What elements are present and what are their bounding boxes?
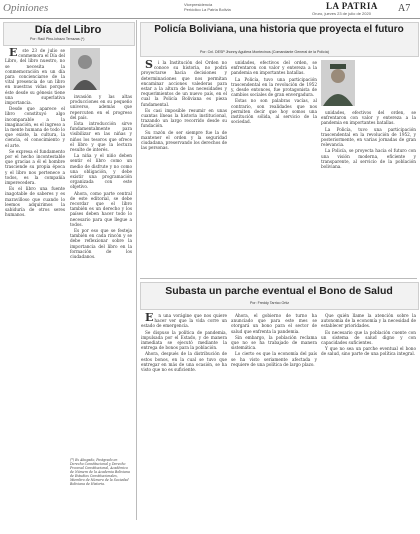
- author-photo-left: [70, 48, 100, 90]
- bottom-article-byline: Por: Freddy Tarrico Ortiz: [250, 301, 290, 305]
- left-article-col1: Este 23 de julio se conmemora el Día del Libro, del libro nuestro, no se necesita la conmemoración en un día para concienciarse de la vital presencia de un libro en nuestras vidas porque éste desde su génesis tiene una superlativa importancia. Desde que aparece el libro constituyó algo incomparable a la imaginación, es el ingreso a la mente humana de todo lo que existe, la cultura, la ciencia, el conocimiento y el arte. Se expresa el fundamento por el hecho incontestable que gracias a él el hombre trasciende su propia época y el libro nos pertenece a todos, es la compañía imperecedera. Es el libro una fuente inagotable de saberes y es maravilloso que cuando lo leemos adquirimos la sabiduría de otros seres humanos.: [5, 48, 65, 218]
- right-article-col3: unidades, efectivos del orden, se enfrentaron con valor y entereza a la pandemia en importantes batallas. La Policía, tuvo una participación trascendental en la revolución de 1952, y posteriormente, en varias jornadas de gran relevancia. La Policía, se proyecta hacia el futuro con una visión moderna, eficiente y transparente, al servicio de la población boliviana.: [321, 110, 416, 170]
- author-photo-right: [321, 60, 355, 106]
- right-article-byline: Por: Cnl. DESP Jhonny Aguilera Montecinos (Comandante General de la Policía): [200, 50, 329, 54]
- bottom-article-col3: Que quién llame la atención sobre la autonomía de la economía y la necesidad de establecer prioridades. Es necesario que la población cuente con un sistema de salud digno y con capacidades suficientes. Y que no sea un parche eventual el bono de salud, sino parte de una política integral.: [321, 313, 416, 357]
- right-article-title: Policía Boliviana, una historia que proyecta el futuro: [154, 24, 404, 35]
- section-title: Opiniones: [3, 2, 49, 14]
- page-number: A7: [398, 3, 411, 14]
- bottom-article-col1: En una vorágine que nos quiere hacer ver que la vida corre un estado de emergencia. Se dispuso la política de pandemia, impulsada por el Estado, y de manera inmediata se ejecutó mediante la entrega de bonos para la población. Ahora, después de la distribución de estos bonos, en la cual se tuvo que entregar en más de una ocasión, se ha visto que no es suficiente.: [141, 313, 227, 373]
- left-article-col2: invasión y las altas producciones en su pequeño universo, además que repercuten en el progreso del país. Esta introducción sirve fundamentalmente para visibilizar en las niñas y niños los tesoros que ofrece el libro y que la lectura resulte de interés. La niña y el niño deben sentir el libro como un medio de disfrute y no como una obligación, y debe existir una programación organizada con este objetivo. Ahora, como parte central de este editorial, se debe recordar que el libro también es un derecho y los países deben hacer todo lo necesario para que llegue a todos. Es por eso que se festeja también en cada rincón y se debe reflexionar sobre la importancia del libro en la formación de los ciudadanos.: [70, 94, 132, 260]
- left-article-byline: Por: Raúl Pino-Ichazo Terrazas (*): [30, 37, 85, 41]
- column-divider: [136, 20, 137, 520]
- issue-date: Oruro, jueves 23 de julio de 2020: [312, 11, 371, 16]
- person-portrait-icon: [70, 48, 100, 90]
- right-article-col1: Si la Institución del Orden no conoce su historia, no podrá proyectarse hacia decisiones y determinaciones que nos permitan encaminar acciones valederas para estar a la altura de las necesidades y requerimientos de un nuevo país, en el cual la Policía Boliviana es pieza fundamental. Es casi imposible resumir en unas cuantas líneas la historia institucional, trazando un largo recorrido desde su fundación. Su razón de ser siempre fue la de mantener el orden y la seguridad ciudadana, preservando los derechos de las personas.: [141, 60, 227, 151]
- right-article-col2: unidades, efectivos del orden, se enfrentaron con valor y entereza a la pandemia en importantes batallas. La Policía, tuvo una participación trascendental en la revolución de 1952 y, desde entonces, fue protagonista de cambios sociales de gran envergadura. Estas no son palabras vacías, al contrario, son realidades que nos permiten decir que hoy somos una institución sólida, al servicio de la sociedad.: [231, 60, 317, 125]
- left-article-footnote: (*) Es Abogado, Postgrado en Derecho Constitucional y Derecho Procesal Constitucional, Académico de Número de la Academia Boliviana de Estudios Constitucionales, Miembro de Número de la Sociedad Boliviana de Historia.: [70, 458, 130, 486]
- left-article-title: Día del Libro: [34, 24, 102, 36]
- masthead-middle: Vicepresidencia Periódico La Patria Bolivia: [184, 2, 231, 12]
- officer-portrait-icon: [321, 60, 355, 106]
- bottom-article-title: Subasta un parche eventual el Bono de Salud: [165, 285, 393, 297]
- newspaper-brand: LA PATRIA: [326, 1, 378, 11]
- bottom-article-col2: Ahora, el gobierno de turno ha anunciado que para este mes se otorgará un bono para el sector de salud que enfrenta la pandemia. Sin embargo, la población reclama que no se ha trabajado de manera sistemática. Lo cierto es que la economía del país se ha visto seriamente afectada y requiere de una política de largo plazo.: [231, 313, 317, 367]
- section-divider: [140, 278, 417, 279]
- page-header: [0, 0, 420, 19]
